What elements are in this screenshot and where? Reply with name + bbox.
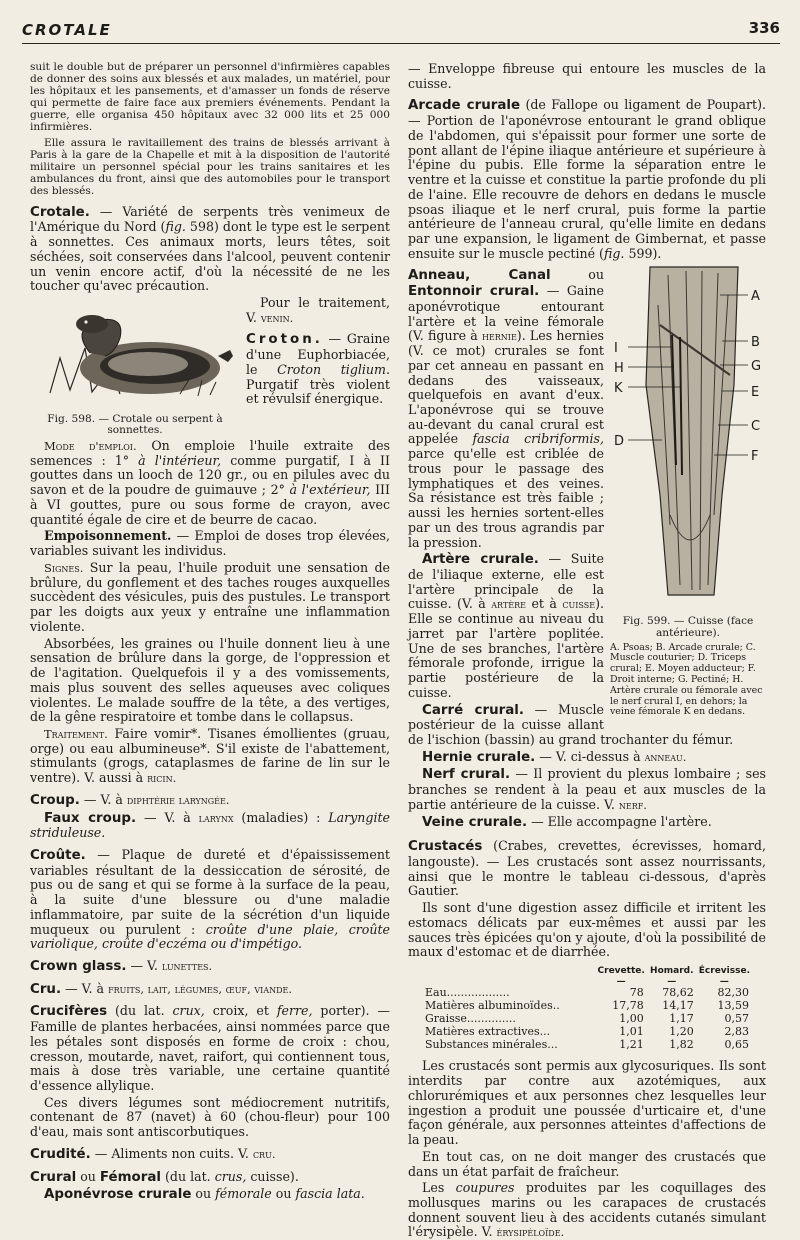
label-D: D <box>614 434 625 450</box>
table-row: Matières extractives... 1,01 1,20 2,83 <box>425 1024 749 1038</box>
entry-nerf-crural: Nerf crural. — Il provient du plexus lombaire ; ses branches se rendent à la peau et aux muscles de la partie antérieure de la cuisse. V. nerf. <box>408 766 766 812</box>
crotale-treatment: Pour le traitement, V. venin. <box>246 295 390 325</box>
crustaces-coupures: Les coupures produites par les coquillages des mollusques marins ou les carapaces de crustacés donnent souvent lieu à des accidents cutanés simulant l'érysipèle. V. érysipéloïde. <box>408 1180 766 1240</box>
label-H: H <box>614 361 624 377</box>
label-F: F <box>751 449 759 465</box>
headword-croton: Croton. <box>246 332 323 348</box>
entry-faux-croup: Faux croup. — V. à larynx (maladies) : Laryngite striduleuse. <box>30 809 390 841</box>
figure-599-caption: Fig. 599. — Cuisse (face antérieure). <box>622 615 754 639</box>
entry-cru: Cru. — V. à fruits, lait, légumes, œuf, viande. <box>30 980 293 997</box>
table-row: Graisse.............. 1,00 1,17 0,57 <box>425 1011 749 1025</box>
page-header <box>22 18 780 44</box>
label-I: I <box>614 341 618 357</box>
entry-crustaces: Crustacés (Crabes, crevettes, écrevisses, homard, langouste). — Les crustacés sont assez nourrissants, ainsi que le montre le tableau ci-dessous, d'après Gautier. <box>408 838 766 899</box>
entry-artere-crurale: Artère crurale. — Suite de l'iliaque externe, elle est l'artère principale de la cuisse. (V. à artère et à cuisse). Elle se continue au niveau du jarret par l'artère poplitée. Une de ses branches, l'artère fémorale profonde, irrigue la partie postérieure de la cuisse. <box>408 551 604 700</box>
crustaces-nutrition-table: Crevette. Homard. Écrevisse. — — — Eau.................. 78 78,62 82,30 Matières albuminoïdes.. 17,78 14,17 13,59 Graisse.............. 1,00 1,17 0,57 Matières extractives... 1,01 1,20 2,83 Substances minérales... 1,21 1,82 0,65 <box>422 966 752 1051</box>
label-C: C <box>751 419 761 435</box>
ravitaillement-paragraph: Elle assura le ravitaillement des trains de blessés arrivant à Paris à la gare de la Chapelle et mit à la disposition de l'autorité militaire un personnel spécial pour les trains sanitaires et les ambulances du front, ainsi que des automobiles pour le transport des blessés. <box>30 136 390 197</box>
headword-crotale: Crotale. <box>30 204 90 220</box>
left-column <box>30 61 391 1203</box>
label-A: A <box>751 289 760 305</box>
table-header-crevette: Crevette. <box>597 966 645 977</box>
entry-crotale: Crotale. — Variété de serpents très venimeux de l'Amérique du Nord (fig. 598) dont le type est le serpent à sonnettes. Ces animaux morts, leurs têtes, soit séchées, soit conservées dans l'alcool, peuvent contenir un venin encore actif, d'où la nécessité de ne les toucher qu'avec précaution. <box>30 203 390 294</box>
entry-cruciferes: Crucifères (du lat. crux, croix, et ferre, porter). — Famille de plantes herbacées, ainsi nommées parce que les pétales sont disposés en forme de croix : chou, cresson, moutarde, navet, raifort, qui contiennent tous, mais à dose très variable, une certaine quantité d'essence allylique. <box>30 1003 391 1094</box>
label-B: B <box>751 335 760 351</box>
entry-hernie-crurale: Hernie crurale. — V. ci-dessus à anneau. <box>422 748 687 765</box>
croton-mode-emploi: Mode d'emploi. On emploie l'huile extraite des semences : 1° à l'intérieur, comme purgatif, I à II gouttes dans un looch de 120 gr., ou en pilules avec du savon et de la poudre de guimauve ; 2° à l'extérieur, III à VI gouttes, pure ou sous forme de crayon, avec quantité égale de cire et de beurre de cacao. <box>30 438 391 527</box>
entry-croup: Croup. — V. à diphtérie laryngée. <box>30 791 230 808</box>
entry-croute: Croûte. — Plaque de dureté et d'épaississement variables résultant de la dessiccation de sérosité, de pus ou de sang et qui se forme à la surface de la peau, à la suite d'une blessure ou d'une maladie inflammatoire, par suite de la sécrétion d'un liquide muqueux ou purulent : croûte d'une plaie, croûte variolique, croûte d'eczéma ou d'impétigo. <box>30 846 391 952</box>
rattlesnake-illustration <box>30 298 240 408</box>
thigh-anatomy-illustration <box>610 265 766 610</box>
entry-aponevrose-crurale: Aponévrose crurale ou fémorale ou fascia lata. <box>44 1186 365 1203</box>
croton-absorbees: Absorbées, les graines ou l'huile donnent lieu à une sensation de brûlure dans la gorge, de l'oppression et de l'agitation. Quelquefois il y a des vomissements, mais plus souvent des selles aqueuses avec coliques violentes. Le malade souffre de la tête, a des vertiges, de la gêne respiratoire et tombe dans le collapsus. <box>30 635 390 725</box>
infirmieres-paragraph: suit le double but de préparer un personnel d'infirmières capables de donner des soins aux blessés et aux malades, un matériel, pour les hôpitaux et les pansements, et d'amasser un fonds de réserve qui permette de faire face aux premiers événements. Pendant la guerre, elle organisa 450 hôpitaux avec 32 000 lits et 25 000 infirmières. <box>30 61 390 133</box>
croton-empoisonnement: Empoisonnement. — Emploi de doses trop élevées, variables suivant les individus. <box>30 528 390 559</box>
crustaces-digestion: Ils sont d'une digestion assez difficile et irritent les estomacs délicats par eux-mêmes et aussi par les sauces très épicées qu'on y ajoute, d'où la possibilité de maux d'estomac et de diarrhée. <box>408 900 766 960</box>
cruciferes-nutrition: Ces divers légumes sont médiocrement nutritifs, contenant de 87 (navet) à 60 (chou-fleur) pour 100 d'eau, mais sont antiscorbutiques. <box>30 1094 390 1140</box>
aponevrose-definition: — Enveloppe fibreuse qui entoure les muscles de la cuisse. <box>408 61 766 91</box>
crustaces-fraicheur: En tout cas, on ne doit manger des crustacés que dans un état parfait de fraîcheur. <box>408 1148 766 1179</box>
figure-598 <box>30 298 240 437</box>
right-column <box>408 61 766 1240</box>
entry-crudite: Crudité. — Aliments non cuits. V. cru. <box>30 1145 276 1162</box>
figure-599 <box>610 265 766 718</box>
running-title: CROTALE <box>22 21 112 39</box>
entry-anneau-crural: Anneau, Canal ou Entonnoir crural. — Gaine aponévrotique entourant l'artère et la veine fémorale (V. figure à hernie). Les hernies (V. ce mot) crurales se font par cet anneau en passant en dedans des vaisseaux, quelquefois en avant d'eux. L'aponévrose qui se trouve au-devant du canal crural est appelée fascia cribriformis, parce qu'elle est criblée de trous pour le passage des lymphatiques et des veines. Sa résistance est très faible ; aussi les hernies sortent-elles par un des trous agrandis par la pression. <box>408 267 604 550</box>
page-number: 336 <box>748 19 780 37</box>
label-G: G <box>751 359 762 375</box>
entry-carre-crural: Carré crural. — Muscle postérieur de la cuisse allant de l'ischion (bassin) au grand trochanter du fémur. <box>408 701 734 747</box>
crustaces-glycosuriques: Les crustacés sont permis aux glycosuriques. Ils sont interdits par contre aux azotémiques, aux chlorurémiques et aux personnes chez lesquelles leur ingestion a produit une poussée d'urticaire et, d'une façon générale, aux personnes atteintes d'affections de la peau. <box>408 1058 766 1148</box>
figure-599-legend: A. Psoas; B. Arcade crurale; C. Muscle couturier; D. Triceps crural; E. Moyen adducteur; F. Droit interne; G. Pectiné; H. Artère crurale ou fémorale avec le nerf crural I, en dehors; la veine fémorale K en dedans. <box>610 641 763 718</box>
entry-crural: Crural ou Fémoral (du lat. crus, cuisse). <box>30 1168 299 1185</box>
figure-598-caption: Fig. 598. — Crotale ou serpent à sonnettes. <box>47 412 223 437</box>
table-row: Substances minérales... 1,21 1,82 0,65 <box>425 1037 749 1051</box>
entry-crown-glass: Crown glass. — V. lunettes. <box>30 958 213 975</box>
label-E: E <box>751 385 760 401</box>
croton-traitement: Traitement. Faire vomir*. Tisanes émollientes (gruau, orge) ou eau albumineuse*. S'il existe de l'abattement, stimulants (grogs, cataplasmes de farine de lin sur le ventre). V. aussi à ricin. <box>30 725 390 786</box>
table-header-homard: Homard. <box>650 966 694 977</box>
entry-veine-crurale: Veine crurale. — Elle accompagne l'artère. <box>422 813 712 830</box>
table-row: Matières albuminoïdes.. 17,78 14,17 13,59 <box>425 998 749 1012</box>
entry-croton: Croton. — Graine d'une Euphorbiacée, le Croton tiglium. Purgatif très violent et révulsif énergique. <box>246 331 390 407</box>
entry-arcade-crurale: Arcade crurale (de Fallope ou ligament de Poupart). — Portion de l'aponévrose entourant le grand oblique de l'abdomen, qui s'épaissit pour former une sorte de pont allant de l'épine iliaque antérieure et supérieure à l'épine du pubis. Elle forme la séparation entre le ventre et la cuisse et constitue la partie profonde du pli de l'aine. Elle recouvre de dehors en dedans le muscle psoas iliaque et le nerf crural, puis forme la partie antérieure de l'anneau crural, qu'elle limite en dedans par une expansion, le ligament de Gimbernat, et passe ensuite sur le muscle pectiné (fig. 599). <box>408 97 766 261</box>
table-header-ecrevisse: Écrevisse. <box>698 966 750 977</box>
croton-signes: Signes. Sur la peau, l'huile produit une sensation de brûlure, du gonflement et des taches rouges auxquelles succèdent des vésicules, puis des pustules. Le transport par les doigts aux yeux y entraîne une inflammation violente. <box>30 559 390 634</box>
table-row: Eau.................. 78 78,62 82,30 <box>425 986 749 1000</box>
label-K: K <box>614 381 623 397</box>
